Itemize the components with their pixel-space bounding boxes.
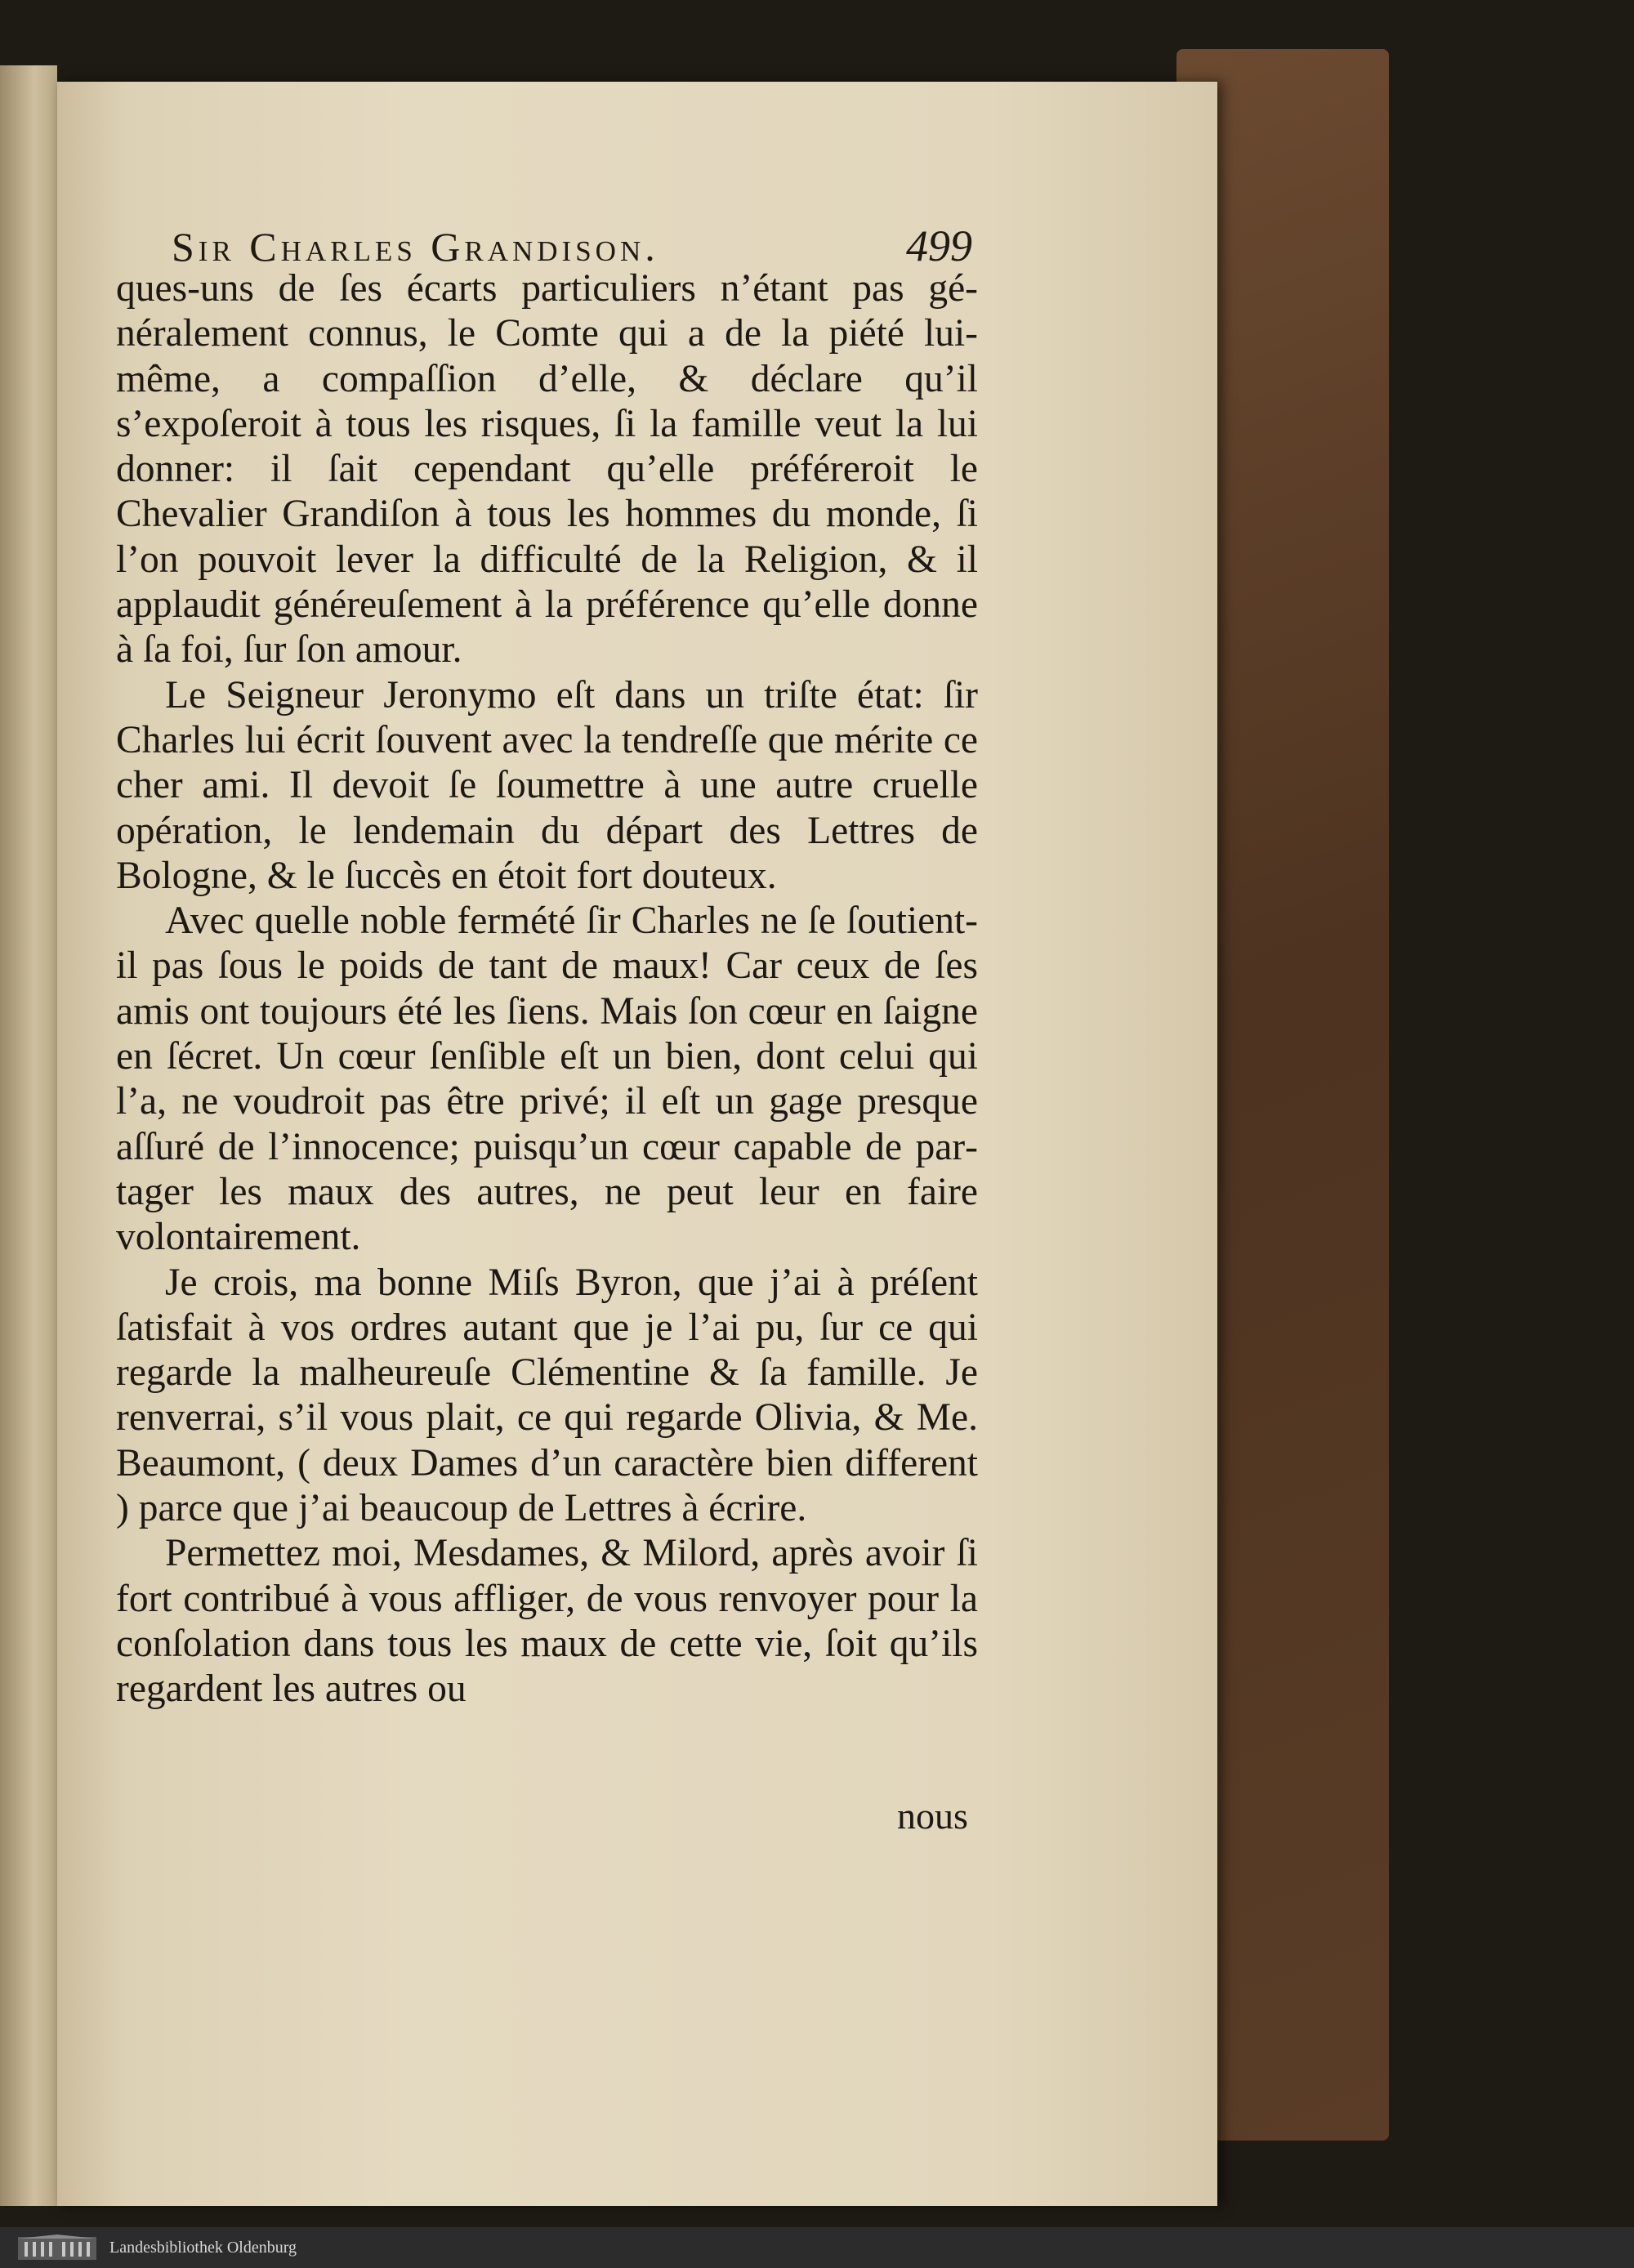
library-name: Landesbibliothek Oldenburg — [109, 2238, 297, 2257]
library-building-icon — [16, 2234, 98, 2261]
paragraph-continued: ques-uns de ſes écarts particuliers n’étant pas généralement connus, le Comte qui a de la piété lui-même, a compaſſion d’elle, & déclare qu’il s’expoſeroit à tous les risques, ſi la famille veut la lui donner: il ſait cependant qu’elle préféreroit le Chevalier Grandiſon à tous les hommes du monde, ſi l’on pouvoit lever la difficulté de la Religion, & il applaudit généreuſement à la préférence qu’elle donne à ſa foi, ſur ſon amour. — [116, 267, 978, 672]
left-page-edge — [0, 65, 57, 2206]
footer-bar — [0, 2227, 1634, 2268]
paragraph: Le Seigneur Jeronymo eſt dans un triſte état: ſir Charles lui écrit ſouvent avec la tendreſſe que mérite ce cher ami. Il devoit ſe ſoumettre à une autre cruelle opération, le lendemain du départ des Lettres de Bologne, & le ſuccès en étoit fort douteux. — [116, 673, 978, 897]
body-text — [116, 266, 978, 1712]
paragraph: Avec quelle noble fermété ſir Charles ne ſe ſoutient-il pas ſous le poids de tant de maux! Car ceux de ſes amis ont toujours été les ſiens. Mais ſon cœur en ſaigne en ſécret. Un cœur ſenſible eſt un bien, dont celui qui l’a, ne voudroit pas être privé; il eſt un gage presque aſſuré de l’innocence; puisqu’un cœur capable de partager les maux des autres, ne peut leur en faire volontairement. — [116, 900, 978, 1259]
paragraph: Je crois, ma bonne Miſs Byron, que j’ai à préſent ſatisfait à vos ordres autant que je l’ai pu, ſur ce qui regarde la malheureuſe Clémentine & ſa famille. Je renverrai, s’il vous plait, ce qui regarde Olivia, & Me. Beaumont, ( deux Dames d’un caractère bien different ) parce que j’ai beaucoup de Lettres à écrire. — [116, 1261, 978, 1530]
catchword: nous — [897, 1795, 968, 1837]
paragraph: Permettez moi, Mesdames, & Milord, après avoir ſi fort contribué à vous affliger, de vous renvoyer pour la conſolation dans tous les maux de cette vie, ſoit qu’ils regardent les autres ou — [116, 1532, 978, 1711]
running-title: Sir Charles Grandison. — [172, 224, 659, 270]
page-number: 499 — [906, 221, 972, 270]
